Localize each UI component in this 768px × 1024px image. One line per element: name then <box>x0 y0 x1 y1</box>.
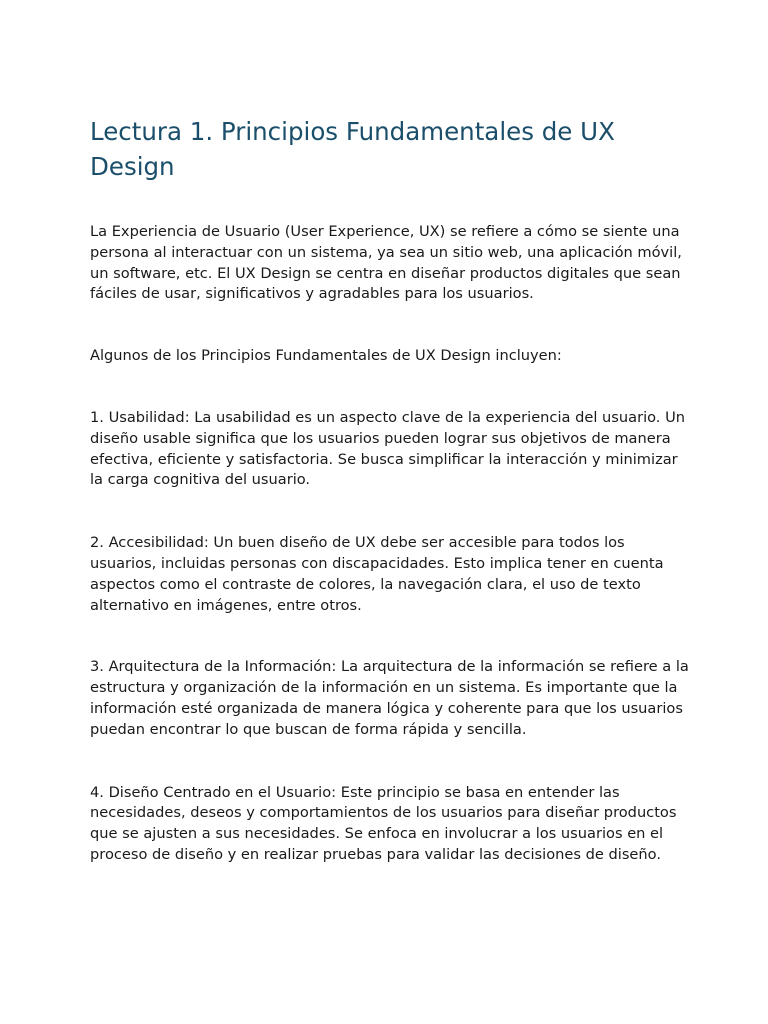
page-title: Lectura 1. Principios Fundamentales de UX Design <box>90 117 615 181</box>
principle-diseno-centrado: 4. Diseño Centrado en el Usuario: Este principio se basa en entender las necesidades, deseos y comportamientos de los usuarios para diseñar productos que se ajusten a sus necesidades. Se enfoca en involucrar a los usuarios en el proceso de diseño y en realizar pruebas para validar las decisiones de diseño. <box>90 783 677 863</box>
lead-paragraph: Algunos de los Principios Fundamentales de UX Design incluyen: <box>90 347 562 365</box>
intro-paragraph: La Experiencia de Usuario (User Experience, UX) se refiere a cómo se siente una persona al interactuar con un sistema, ya sea un sitio web, una aplicación móvil, un software, etc. El UX Design se centra en diseñar productos digitales que sean fáciles de usar, significativos y agradables para los usuarios. <box>90 223 682 303</box>
document-content <box>90 114 690 866</box>
principle-accesibilidad: 2. Accesibilidad: Un buen diseño de UX debe ser accesible para todos los usuarios, incluidas personas con discapacidades. Esto implica tener en cuenta aspectos como el contraste de colores, la navegación clara, el uso de texto alternativo en imágenes, entre otros. <box>90 534 664 614</box>
principle-usabilidad: 1. Usabilidad: La usabilidad es un aspecto clave de la experiencia del usuario. Un diseño usable significa que los usuarios pueden lograr sus objetivos de manera efectiva, eficiente y satisfactoria. Se busca simplificar la interacción y minimizar la carga cognitiva del usuario. <box>90 408 686 489</box>
principle-arquitectura: 3. Arquitectura de la Información: La arquitectura de la información se refiere a la estructura y organización de la información en un sistema. Es importante que la información esté organizada de manera lógica y coherente para que los usuarios puedan encontrar lo que buscan de forma rápida y sencilla. <box>90 658 689 738</box>
